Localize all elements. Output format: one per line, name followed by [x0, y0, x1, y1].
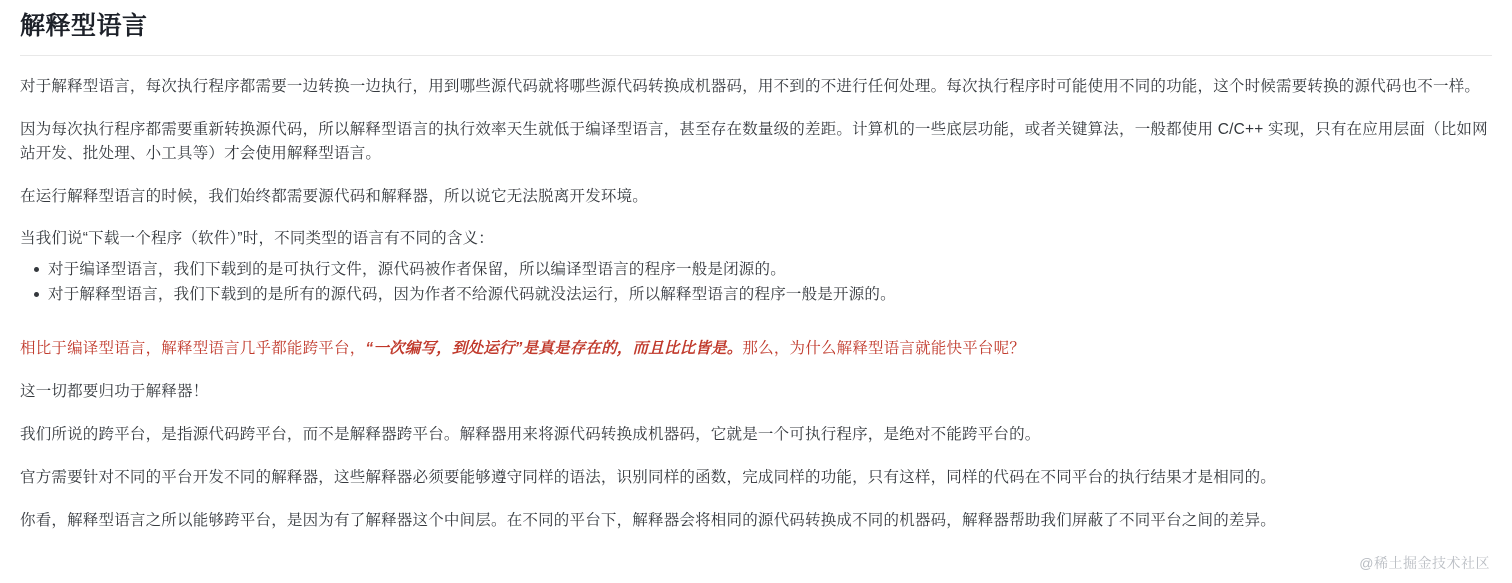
- paragraph-5: 我们所说的跨平台，是指源代码跨平台，而不是解释器跨平台。解释器用来将源代码转换成机器码，它就是一个可执行程序，是绝对不能跨平台的。: [20, 425, 1041, 443]
- highlighted-paragraph: [20, 337, 1492, 361]
- highlight-prefix: 相比于编译型语言，解释型语言几乎都能跨平台，: [20, 339, 366, 357]
- list-item-label: 对于解释型语言，我们下载到的是所有的源代码，因为作者不给源代码就没法运行，所以解释型语言的程序一般是开源的。: [48, 285, 896, 303]
- highlight-emphasis: “一次编写，到处运行”是真是存在的，而且比比皆是。: [365, 339, 743, 357]
- paragraph-6: 官方需要针对不同的平台开发不同的解释器，这些解释器必须要能够遵守同样的语法，识别同样的函数，完成同样的功能，只有这样，同样的代码在不同平台的执行结果才是相同的。: [20, 468, 1277, 486]
- watermark-label: @稀土掘金技术社区: [1359, 555, 1490, 571]
- paragraph-1: 对于解释型语言，每次执行程序都需要一边转换一边执行，用到哪些源代码就将哪些源代码转换成机器码，用不到的不进行任何处理。每次执行程序时可能使用不同的功能，这个时候需要转换的源代码也不一样。: [20, 77, 1481, 95]
- list-item: [48, 282, 1492, 307]
- highlight-suffix: 那么，为什么解释型语言就能快平台呢？: [742, 339, 1026, 357]
- paragraph-2: 因为每次执行程序都需要重新转换源代码，所以解释型语言的执行效率天生就低于编译型语言，甚至存在数量级的差距。计算机的一些底层功能，或者关键算法，一般都使用 C/C++ 实现，只有在应用层面（比如网站开发、批处理、小工具等）才会使用解释型语言。: [20, 120, 1488, 162]
- title-divider: [20, 55, 1492, 56]
- paragraph-3: 在运行解释型语言的时候，我们始终都需要源代码和解释器，所以说它无法脱离开发环境。: [20, 187, 649, 205]
- list-item: [48, 257, 1492, 282]
- paragraph-7: 你看，解释型语言之所以能够跨平台，是因为有了解释器这个中间层。在不同的平台下，解释器会将相同的源代码转换成不同的机器码，解释器帮助我们屏蔽了不同平台之间的差异。: [20, 511, 1277, 529]
- list-intro-paragraph: 当我们说“下载一个程序（软件）”时，不同类型的语言有不同的含义：: [20, 229, 494, 247]
- list-item-label: 对于编译型语言，我们下载到的是可执行文件，源代码被作者保留，所以编译型语言的程序一般是闭源的。: [48, 260, 786, 278]
- article-page: [0, 10, 1512, 583]
- paragraph-4: 这一切都要归功于解释器！: [20, 382, 209, 400]
- definition-list: [20, 257, 1492, 307]
- page-title: 解释型语言: [20, 12, 148, 40]
